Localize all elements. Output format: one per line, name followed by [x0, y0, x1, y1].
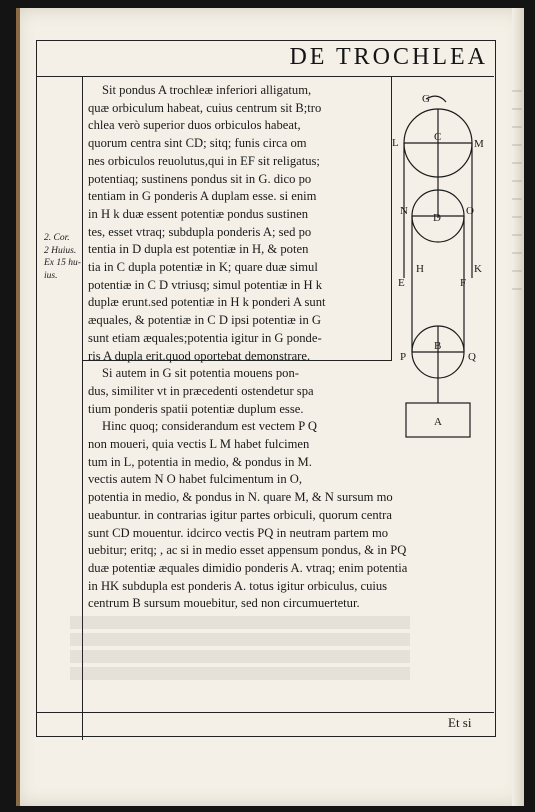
label-e: E: [398, 277, 405, 289]
catchword: Et si: [448, 715, 472, 730]
paragraph-proposition: Sit pondus A trochleæ inferiori alligatum, quæ orbiculum habeat, cuius centrum sit B;tro chlea verò superior duos orbiculos habeat, quorum centra sint CD; sitq; funis circa om nes orbiculos reuolutus,qui in EF sit religatus; potentiaq; sustinens pondus sit in G. dico po tentiam in G ponderis A duplam esse. si enim in H k duæ essent potentiæ pondus sustinen tes, esset vtraq; subdupla ponderis A; sed po tentia in D dupla est potentiæ in H, & poten tia in C dupla potentiæ in K; quare duæ simul potentiæ in C D vtriusq; simul potentiæ in H k duplæ erunt.sed potentiæ in H k ponderi A sunt æquales, & potentiæ in C D ipsi potentiæ in G sunt etiam æquales;potentia igitur in G ponde- ris A dupla erit.quod oportebat demonstrare.: [88, 83, 326, 363]
label-q: Q: [468, 351, 476, 363]
bleed-through-text: [70, 612, 410, 702]
label-a: A: [434, 416, 442, 428]
footer-rule: [36, 712, 494, 713]
label-d: D: [433, 212, 441, 224]
label-m: M: [474, 138, 484, 150]
label-g: G: [422, 93, 430, 105]
paragraph-lever-upper: Hinc quoq; considerandum est vectem P Q non moueri, quia vectis L M habet fulcimen tum in L, potentia in medio, & pondus in M. vectis autem N O habet fulcimentum in O,: [88, 419, 317, 487]
marginal-note: 2. Cor. 2 Huius. Ex 15 hu- ius.: [44, 233, 81, 281]
binding-edge: [16, 8, 20, 806]
label-n: N: [400, 205, 408, 217]
label-l: L: [392, 137, 399, 149]
paragraph-motion: Si autem in G sit potentia mouens pon- dus, similiter vt in præcedenti ostendetur spa tium ponderis spatii potentiæ duplum esse.: [88, 366, 314, 416]
running-head: DE TROCHLEA: [289, 44, 488, 70]
label-c: C: [434, 131, 442, 143]
label-h: H: [416, 263, 424, 275]
paragraph-lever-lower: potentia in medio, & pondus in N. quare M, & N sursum mo ueabuntur. in contrarias igitur partes orbiculi, quorum centra sunt CD mouentur. idcirco vectis PQ in neutram partem mo uebitur; eritq; , ac si in medio esset appensum pondus, & in PQ duæ potentiæ æquales dimidio ponderis A. vtraq; enim potentia in HK subdupla est ponderis A. totus igitur orbiculus, cuius centrum B sursum mouebitur, sed non circumuertetur.: [88, 490, 408, 611]
label-b: B: [434, 340, 442, 352]
label-k: K: [474, 263, 482, 275]
label-o: O: [466, 205, 474, 217]
pulley-diagram: [386, 90, 496, 440]
label-f: F: [460, 277, 467, 289]
show-through-marks: [512, 90, 522, 300]
label-p: P: [400, 351, 407, 363]
